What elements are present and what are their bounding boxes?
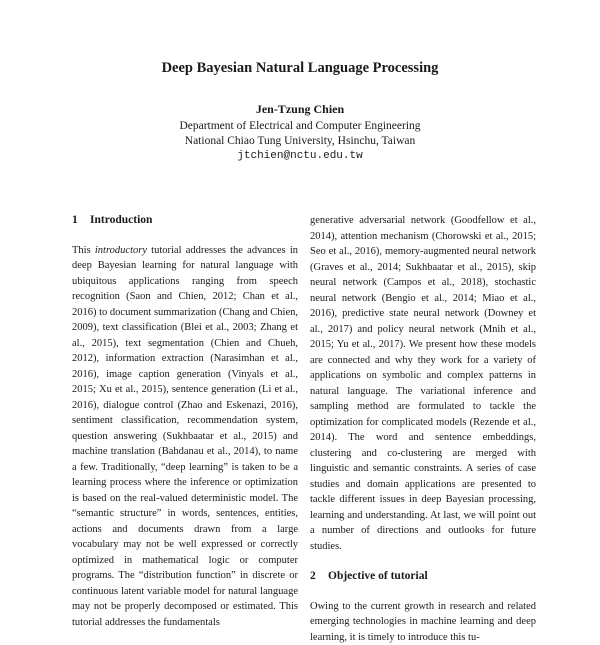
section-1-paragraph (72, 243, 298, 631)
right-column (310, 213, 536, 645)
left-column (72, 213, 298, 630)
affiliation-university: National Chiao Tung University, Hsinchu, Taiwan (0, 135, 600, 147)
section-1-heading (72, 213, 298, 229)
author-email: jtchien@nctu.edu.tw (0, 150, 600, 162)
section-1-title: Introduction (90, 214, 152, 226)
section-1-continuation: generative adversarial network (Goodfellow et al., 2014), attention mechanism (Chorowski et al., 2015; Seo et al., 2016), memory-augmented neural network (Graves et al., 2014; Sukhbaatar et al., 2015), skip neural network (Campos et al., 2018), stochastic neural network (Bengio et al., 2014; Miao et al., 2016), predictive state neural network (Downey et al., 2017) and policy neural network (Mnih et al., 2015; Yu et al., 2017). We present how these models are connected and why they work for a variety of applications on symbolic and complex patterns in natural language. The variational inference and sampling method are formulated to tackle the optimization for complicated models (Rezende et al., 2014). The word and sentence embeddings, clustering and co-clustering are merged with linguistic and semantic constraints. A series of case studies and domain applications are presented to tackle different issues in deep Bayesian processing, learning and understanding. At last, we will point out a number of directions and outlooks for future studies. (310, 213, 536, 554)
section-2-paragraph: Owing to the current growth in research and related emerging technologies in machine learning and deep learning, it is timely to introduce this tu- (310, 599, 536, 645)
intro-text-start: This (72, 245, 95, 256)
section-2-title: Objective of tutorial (328, 570, 428, 582)
intro-text-body: tutorial addresses the advances in deep Bayesian learning for natural language with ubiquitous applications ranging from speech recognition (Saon and Chien, 2012; Chan et al., 2016) to document summarization (Chang and Chien, 2009), text classification (Blei et al., 2003; Zhang et al., 2015), text segmentation (Chien and Chueh, 2012), information extraction (Narasimhan et al., 2016), image caption generation (Vinyals et al., 2015; Xu et al., 2015), sentence generation (Li et al., 2016), dialogue control (Zhao and Eskenazi, 2016), sentiment classification, recommendation system, question answering (Sukhbaatar et al., 2015) and machine translation (Bahdanau et al., 2014), to name a few. Traditionally, “deep learning” is taken to be a learning process where the inference or optimization is based on the real-valued deterministic model. The “semantic structure” in words, sentences, entities, actions and documents drawn from a large vocabulary may not be well expressed or correctly optimized in mathematical logic or computer programs. The “distribution function” in discrete or continuous latent variable model for natural language may not be properly decomposed or estimated. This tutorial addresses the fundamentals (72, 245, 298, 628)
paper-title: Deep Bayesian Natural Language Processing (0, 60, 600, 77)
author-name: Jen-Tzung Chien (0, 102, 600, 117)
section-2-heading (310, 569, 536, 585)
section-2-number: 2 (310, 569, 328, 585)
affiliation-department: Department of Electrical and Computer Engineering (0, 120, 600, 132)
section-1-number: 1 (72, 213, 90, 229)
intro-emphasis: introductory (95, 245, 147, 256)
